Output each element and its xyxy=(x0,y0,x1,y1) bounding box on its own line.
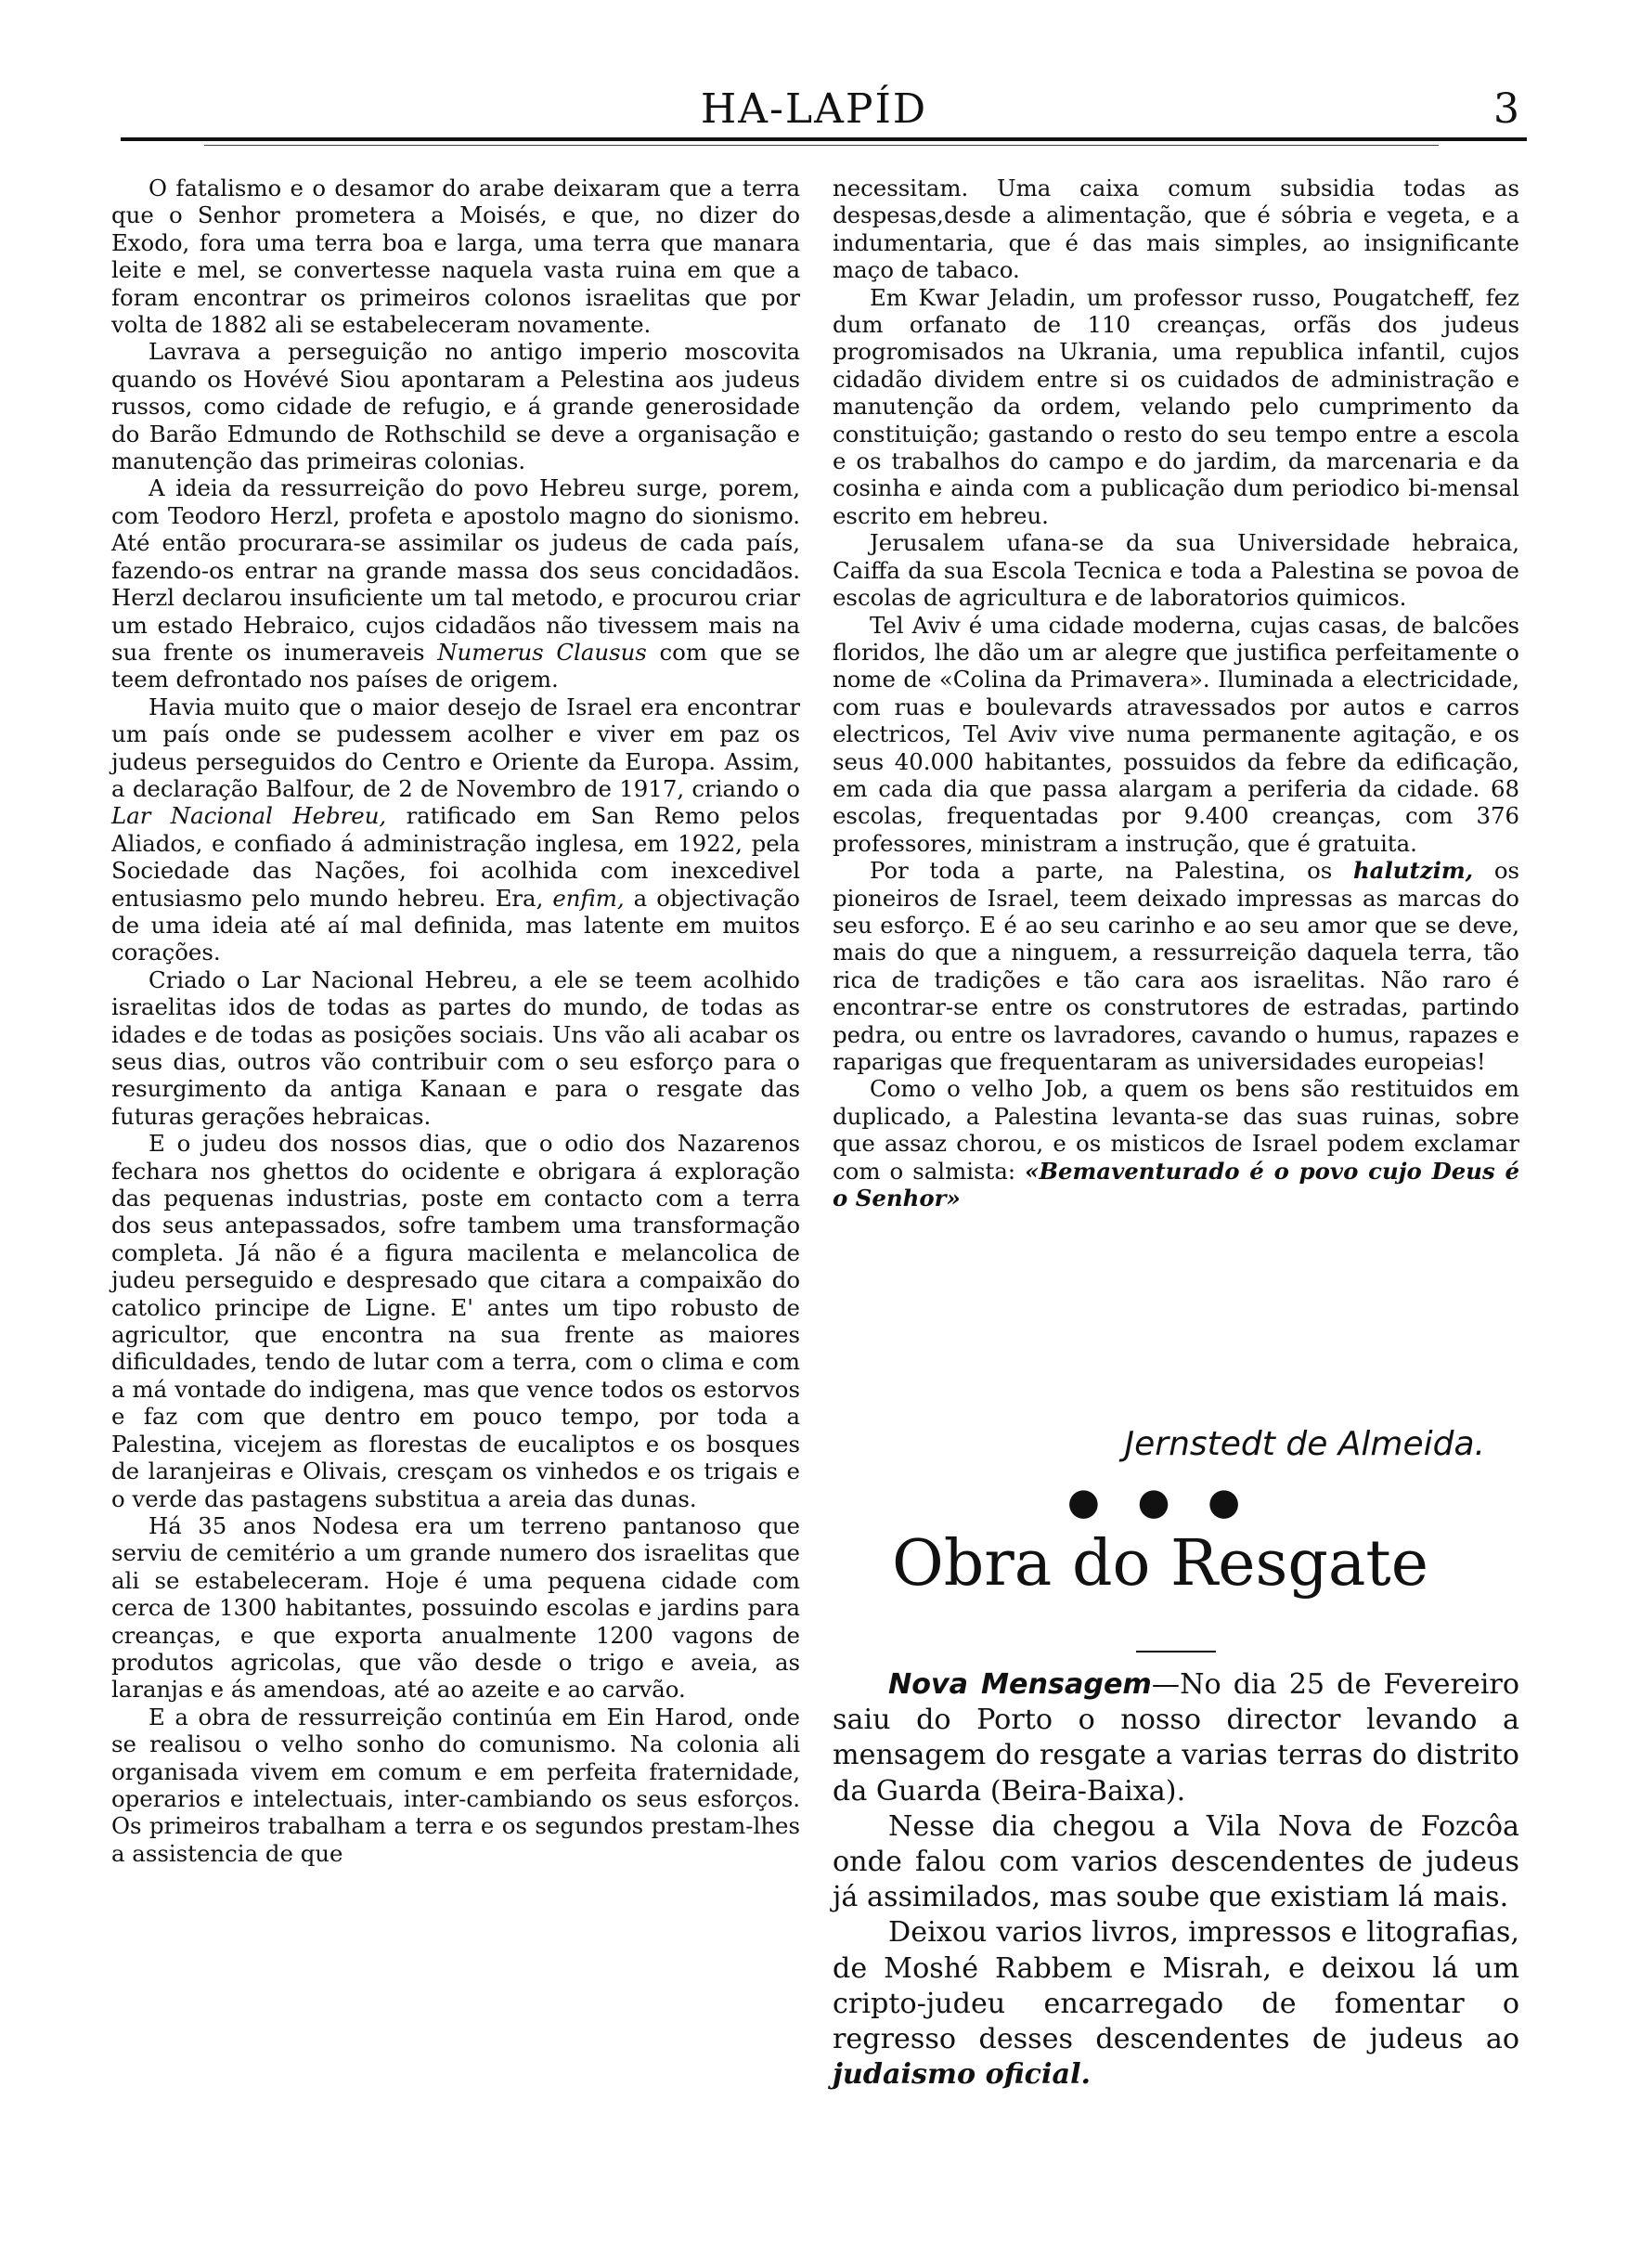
article-body xyxy=(833,1667,1519,2093)
paragraph: O fatalismo e o desamor do arabe deixaram que a terra que o Senhor prometera a Moisés, e que, no dizer do Exodo, fora uma terra boa e larga, uma terra que manara leite e mel, se convertesse naquela vasta ruina em que a foram encontrar os primeiros colonos israelitas que por volta de 1882 ali se estabeleceram novamente. xyxy=(111,175,800,339)
paragraph: Há 35 anos Nodesa era um terreno pantanoso que serviu de cemitério a um grande numero dos israelitas que ali se estabeleceram. Hoje é uma pequena cidade com cerca de 1300 habitantes, possuindo escolas e jardins para creanças, e que exporta anualmente 1200 vagons de produtos agricolas, que vão desde o trigo e aveia, as laranjas e ás amendoas, até ao azeite e ao carvão. xyxy=(111,1511,800,1704)
paragraph: Criado o Lar Nacional Hebreu, a ele se teem acolhido israelitas idos de todas as partes do mundo, de todas as idades e de todas as posições sociais. Uns vão ali acabar os seus dias, outros vão contribuir com o seu esforço para o resurgimento da antiga Kanaan e para o resgate das futuras gerações hebraicas. xyxy=(111,966,800,1130)
text-run: os pioneiros de Israel, teem deixado impressas as marcas do seu esforço. E é ao seu carinho e ao seu amor que se deve, mais do que a ninguem, a ressurreição daquela terra, tão rica de tradições e tão cara aos israelitas. Não raro é encontrar-se entre os construtores de estradas, partindo pedra, ou entre os lavradores, cavando o humus, rapazes e raparigas que frequentaram as universidades europeias! xyxy=(833,857,1520,1075)
paragraph: necessitam. Uma caixa comum subsidia todas as despesas,desde a alimentação, que é sóbria e vegeta, e a indumentaria, que é das mais simples, ao insignificante maço de tabaco. xyxy=(833,175,1519,284)
paragraph: E a obra de ressurreição continúa em Ein Harod, onde se realisou o velho sonho do comunismo. Na colonia ali organisada vivem em comum e em perfeita fraternidade, operarios e intelectuais, inter-cambiando os seus esforços. Os primeiros trabalham a terra e os segundos prestam-lhes a assistencia de que xyxy=(111,1703,800,1867)
left-column xyxy=(111,175,800,1867)
text-run: a objectivação de uma ideia até aí mal definida, mas latente em muitos corações. xyxy=(111,884,800,966)
author-signature: Jernstedt de Almeida. xyxy=(1124,1425,1485,1463)
text-run: ratificado em San Remo pelos Aliados, e confiado á administração inglesa, em 1922, pela Sociedade das Nações, foi acolhida com inexcedivel entusiasmo pelo mundo hebreu. Era, xyxy=(111,802,800,912)
page-header-title: HA-LAPÍD xyxy=(700,85,928,133)
text-run: Por toda a parte, na Palestina, os xyxy=(870,857,1333,885)
paragraph: Em Kwar Jeladin, um professor russo, Pougatcheff, fez dum orfanato de 110 creanças, orfãs dos judeus progromisados na Ukrania, uma republica infantil, cujos cidadão dividem entre si os cuidados de administração e manutenção da ordem, velando pelo cumprimento da constituição; gastando o resto do seu tempo entre a escola e os trabalhos do campo e do jardim, da marcenaria e da cosinha e ainda com a publicação dum periodico bi-mensal escrito em hebreu. xyxy=(833,283,1519,529)
section-heading: Obra do Resgate xyxy=(892,1527,1428,1601)
emphasis-text: Numerus Clausus xyxy=(437,638,647,666)
emphasis-text: judaismo oficial. xyxy=(833,2058,1092,2092)
text-run: Como o velho Job, a quem os bens são restituidos em duplicado, a Palestina levanta-se das suas ruinas, sobre que assaz chorou, e os misticos de Israel podem exclamar com o salmista: xyxy=(833,1075,1519,1185)
text-run: Havia muito que o maior desejo de Israel era encontrar um país onde se pudessem acolher e viver em paz os judeus perseguidos do Centro e Oriente da Europa. Assim, a declaração Balfour, de 2 de Novembro de 1917, criando o xyxy=(111,693,800,802)
right-column xyxy=(833,175,1519,1212)
paragraph xyxy=(111,474,800,693)
paragraph xyxy=(111,693,800,966)
paragraph: Jerusalem ufana-se da sua Universidade hebraica, Caiffa da sua Escola Tecnica e toda a Palestina se povoa de escolas de agricultura e de laboratorios quimicos. xyxy=(833,529,1519,612)
page-number: 3 xyxy=(1493,85,1519,133)
emphasis-text: «Bemaventurado é o povo cujo Deus é o Senhor» xyxy=(833,1157,1519,1212)
header-divider xyxy=(121,137,1527,141)
paragraph: Lavrava a perseguição no antigo imperio moscovita quando os Hovévé Siou apontaram a Pelestina aos judeus russos, como cidade de refugio, e á grande generosidade do Barão Edmundo de Rothschild se deve a organisação e manutenção das primeiras colonias. xyxy=(111,338,800,475)
emphasis-text: enfim, xyxy=(552,884,625,912)
paragraph xyxy=(833,1667,1519,1809)
paragraph: E o judeu dos nossos dias, que o odio dos Nazarenos fechara nos ghettos do ocidente e obrigara á exploração das pequenas industrias, poste em contacto com a terra dos seus antepassados, sofre tambem uma transformação completa. Já não é a figura macilenta e melancolica de judeu perseguido e despresado que citara a compaixão do catolico principe de Ligne. E' antes um tipo robusto de agricultor, que encontra na sua frente as maiores dificuldades, tendo de lutar com a terra, com o clima e com a má vontade do indigena, mas que vence todos os estorvos e faz com que dentro em pouco tempo, por toda a Palestina, vicejem as florestas de eucaliptos e os bosques de laranjeiras e Olivais, cresçam os vinhedos e os trigais e o verde das pastagens substitua a areia das dunas. xyxy=(111,1130,800,1512)
article-lead: Nova Mensagem xyxy=(888,1668,1152,1701)
paragraph xyxy=(833,1915,1519,2093)
text-run: Deixou varios livros, impressos e litografias, de Moshé Rabbem e Misrah, e deixou lá um cripto-judeu encarregado de fomentar o regresso desses descendentes de judeus ao xyxy=(833,1916,1519,2056)
paragraph: Nesse dia chegou a Vila Nova de Fozcôa onde falou com varios descendentes de judeus já assimilados, mas soube que existiam lá mais. xyxy=(833,1809,1519,1914)
emphasis-text: halutzim, xyxy=(1352,857,1474,885)
text-run: —No dia 25 de Fevereiro saiu do Porto o nosso director levando a mensagem do resgate a varias terras do distrito da Guarda (Beira-Baixa). xyxy=(833,1668,1519,1808)
emphasis-text: Lar Nacional Hebreu, xyxy=(111,802,387,830)
heading-divider xyxy=(1136,1651,1216,1652)
text-run: A ideia da ressurreição do povo Hebreu surge, porem, com Teodoro Herzl, profeta e apostolo magno do sionismo. Até então procurara-se assimilar os judeus de cada país, fazendo-os entrar na grande massa dos seus concidadãos. Herzl declarou insuficiente um tal metodo, e procurou criar um estado Hebraico, cujos cidadãos não tivessem mais na sua frente os inumeraveis xyxy=(111,474,800,666)
paragraph: Tel Aviv é uma cidade moderna, cujas casas, de balcões floridos, lhe dão um ar alegre que justifica perfeitamente o nome de «Colina da Primavera». Iluminada a electricidade, com ruas e boulevards atravessados por autos e carros electricos, Tel Aviv vive numa permanente agitação, e os seus 40.000 habitantes, possuidos da febre da edificação, em cada dia que passa alargam a periferia da cidade. 68 escolas, frequentadas por 9.400 creanças, com 376 professores, ministram a instrução, que é gratuita. xyxy=(833,611,1519,857)
paragraph xyxy=(833,1075,1519,1212)
paragraph xyxy=(833,857,1519,1075)
section-ornament: ● ● ● xyxy=(1067,1481,1254,1523)
text-run: com que se teem defrontado nos países de origem. xyxy=(111,638,800,693)
header-divider-thin xyxy=(204,145,1439,146)
